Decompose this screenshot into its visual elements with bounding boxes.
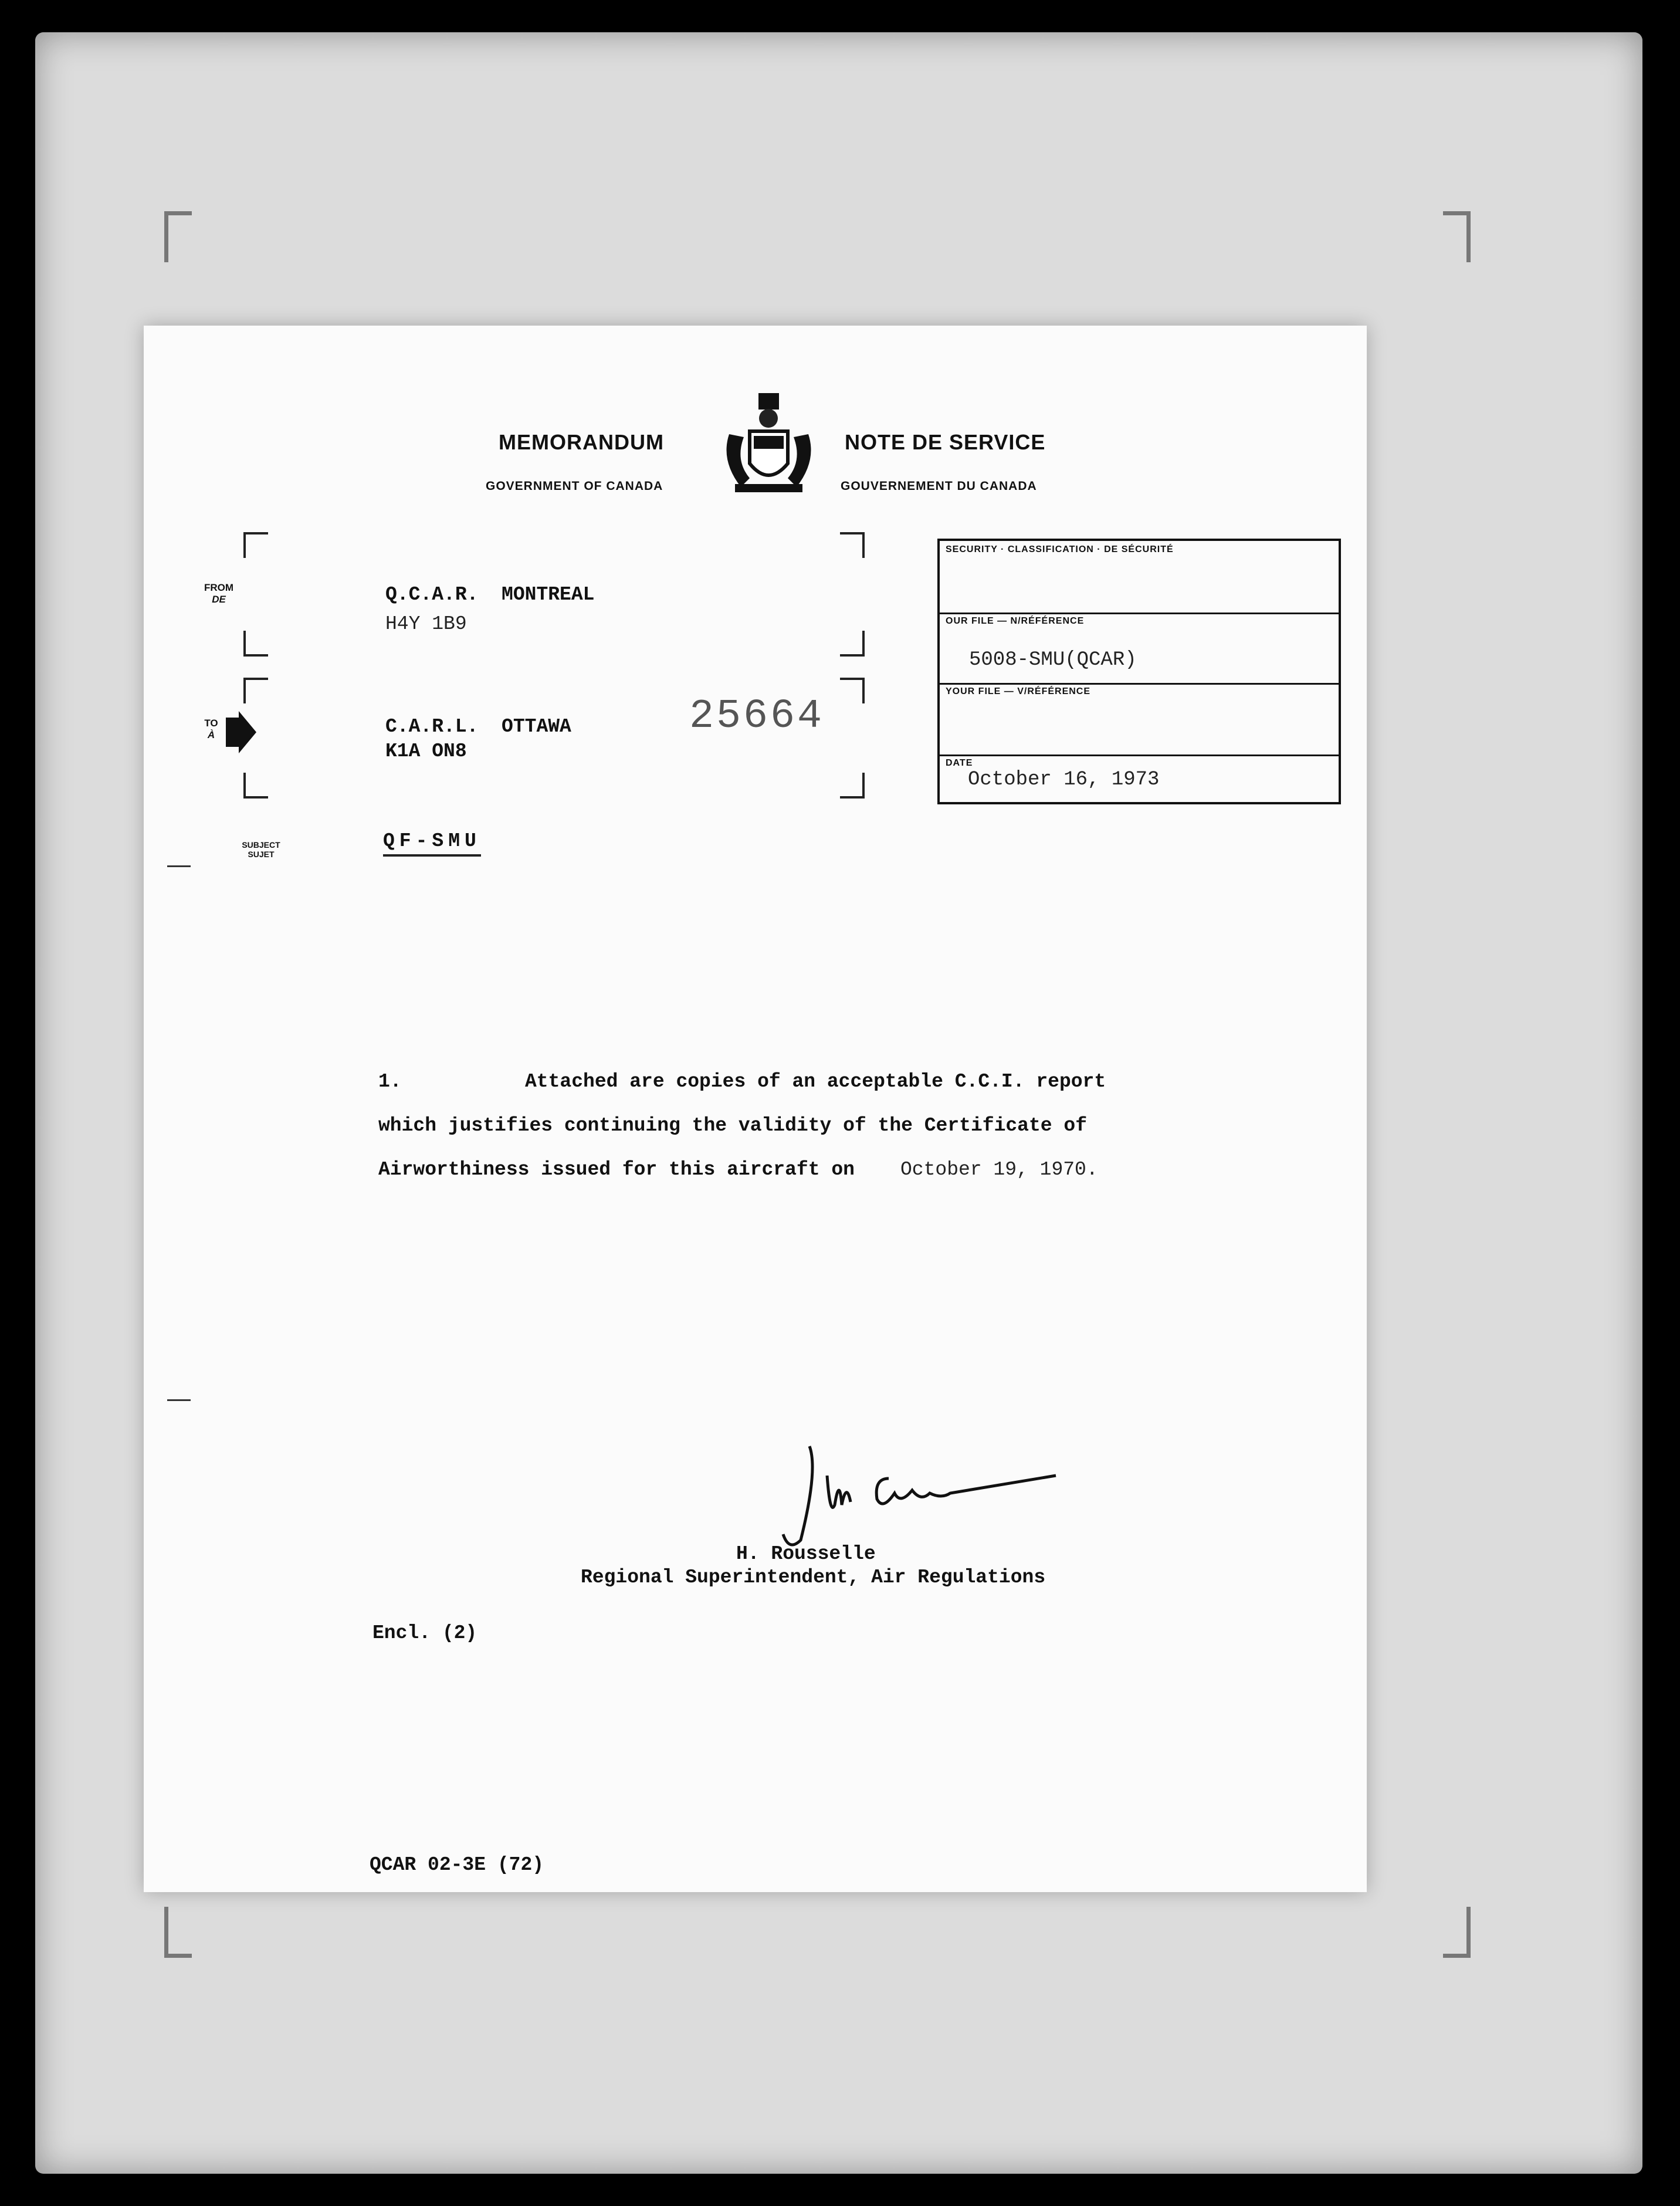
- form-number: QCAR 02-3E (72): [370, 1854, 544, 1876]
- margin-mark-1: [167, 865, 191, 867]
- crop-mark-top-right: [1443, 211, 1471, 262]
- signatory-name: H. Rousselle: [736, 1543, 876, 1565]
- body-line-3: Airworthiness issued for this aircraft on: [378, 1159, 855, 1180]
- our-file-row: [940, 613, 1339, 685]
- file-reference-box: [937, 539, 1341, 804]
- from-bracket-top: [243, 532, 268, 558]
- coat-of-arms-icon: [717, 390, 820, 496]
- subject-value: QF-SMU: [383, 830, 481, 857]
- paragraph-number: 1.: [378, 1071, 402, 1092]
- date-value: October 16, 1973: [968, 769, 1160, 791]
- enclosure: Encl. (2): [372, 1622, 477, 1644]
- your-file-row: [940, 683, 1339, 756]
- crop-mark-top-left: [164, 211, 192, 262]
- crop-mark-bottom-right: [1443, 1907, 1471, 1958]
- to-arrow-stem: [226, 718, 239, 747]
- to-label-en: TO: [204, 718, 218, 729]
- our-file-label: OUR FILE — N/RÉFÉRENCE: [946, 616, 1085, 626]
- to-bracket-top: [243, 678, 268, 703]
- subject-label: [232, 840, 290, 859]
- margin-mark-2: [167, 1399, 191, 1401]
- from-label: [195, 582, 242, 605]
- security-row: [940, 541, 1339, 614]
- stamp-number: 25664: [689, 693, 825, 740]
- memo-page: [144, 326, 1367, 1892]
- security-label: SECURITY · CLASSIFICATION · DE SÉCURITÉ: [946, 544, 1174, 554]
- handwritten-signature: [766, 1434, 1071, 1552]
- subject-label-en: SUBJECT: [242, 840, 280, 850]
- from-label-en: FROM: [204, 582, 234, 593]
- from-label-fr: DE: [212, 594, 226, 605]
- signatory-title: Regional Superintendent, Air Regulations: [581, 1566, 1046, 1588]
- date-row: [940, 754, 1339, 800]
- to-line-2: K1A ON8: [385, 740, 467, 762]
- your-file-label: YOUR FILE — V/RÉFÉRENCE: [946, 686, 1091, 696]
- to-right-bracket-bottom: [840, 773, 865, 799]
- from-bracket-bottom: [243, 631, 268, 657]
- gov-fr: GOUVERNEMENT DU CANADA: [841, 479, 1037, 493]
- to-arrow-icon: [239, 711, 256, 753]
- memo-title-fr: NOTE DE SERVICE: [845, 430, 1046, 454]
- from-line-1: Q.C.A.R. MONTREAL: [385, 584, 595, 605]
- memo-title-en: MEMORANDUM: [499, 430, 664, 454]
- to-label-fr: À: [207, 729, 215, 740]
- body-line-3-date: October 19, 1970.: [900, 1159, 1098, 1180]
- gov-en: GOVERNMENT OF CANADA: [486, 479, 663, 493]
- to-bracket-bottom: [243, 773, 268, 799]
- body-line-1: Attached are copies of an acceptable C.C.I. report: [525, 1071, 1106, 1092]
- to-right-bracket-top: [840, 678, 865, 703]
- to-line-1: C.A.R.L. OTTAWA: [385, 716, 571, 737]
- body-line-2: which justifies continuing the validity of the Certificate of: [378, 1115, 1087, 1136]
- from-right-bracket-top: [840, 532, 865, 558]
- subject-label-fr: SUJET: [248, 850, 275, 859]
- from-right-bracket-bottom: [840, 631, 865, 657]
- from-line-2: H4Y 1B9: [385, 613, 467, 635]
- crop-mark-bottom-left: [164, 1907, 192, 1958]
- our-file-value: 5008-SMU(QCAR): [969, 649, 1137, 671]
- date-label: DATE: [946, 758, 973, 768]
